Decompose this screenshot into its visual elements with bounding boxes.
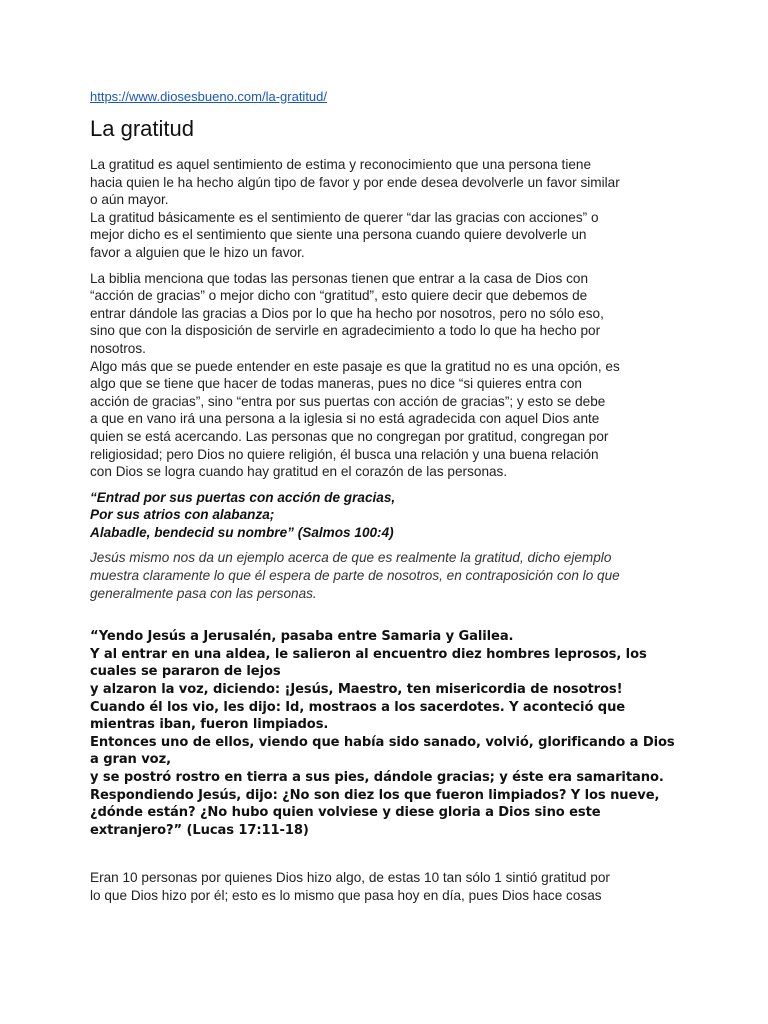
quote-line: “Entrad por sus puertas con acción de gracias,: [90, 489, 396, 505]
quote-line: Alabadle, bendecid su nombre” (Salmos 100:4): [90, 524, 394, 540]
text-line: con Dios se logra cuando hay gratitud en el corazón de las personas.: [90, 464, 508, 480]
quote-line: Y al entrar en una aldea, le salieron al encuentro diez hombres leprosos, los: [90, 646, 647, 662]
text-line: La gratitud básicamente es el sentimiento de querer “dar las gracias con acciones” o: [90, 209, 599, 225]
text-line: algo que se tiene que hacer de todas maneras, pues no dice “si quieres entra con: [90, 376, 582, 392]
quote-line: cuales se pararon de lejos: [90, 664, 281, 680]
text-line: a que en vano irá una persona a la iglesia si no está agradecida con aquel Dios ante: [90, 411, 600, 427]
source-link[interactable]: https://www.diosesbueno.com/la-gratitud/: [90, 89, 328, 104]
text-line: quien se está acercando. Las personas que no congregan por gratitud, congregan por: [90, 428, 609, 444]
quote-line: “Yendo Jesús a Jerusalén, pasaba entre Samaria y Galilea.: [90, 629, 514, 645]
page-title: La gratitud: [90, 116, 194, 141]
quote-line: Respondiendo Jesús, dijo: ¿No son diez los que fueron limpiados? Y los nueve,: [90, 787, 660, 803]
text-line: acción de gracias”, sino “entra por sus puertas con acción de gracias”; y esto se debe: [90, 393, 606, 409]
quote-line: mientras iban, fueron limpiados.: [90, 717, 329, 733]
quote-line: Entonces uno de ellos, viendo que había sido sanado, volvió, glorificando a Dios: [90, 734, 675, 750]
text-line: lo que Dios hizo por él; esto es lo mismo que pasa hoy en día, pues Dios hace cosas: [90, 887, 602, 903]
text-line: Algo más que se puede entender en este pasaje es que la gratitud no es una opción, es: [90, 358, 620, 374]
text-line: entrar dándole las gracias a Dios por lo que ha hecho por nosotros, pero no sólo eso,: [90, 305, 604, 321]
intro-paragraph: [90, 156, 690, 262]
quote-line: extranjero?” (Lucas 17:11-18): [90, 822, 309, 838]
quote-line: Cuando él los vio, les dijo: Id, mostraos a los sacerdotes. Y aconteció que: [90, 699, 626, 715]
text-line: o aún mayor.: [90, 192, 169, 208]
luke-quote: [90, 628, 690, 839]
quote-line: y alzaron la voz, diciendo: ¡Jesús, Maestro, ten misericordia de nosotros!: [90, 682, 623, 698]
document-page: [90, 88, 690, 905]
text-line: La gratitud es aquel sentimiento de estima y reconocimiento que una persona tiene: [90, 157, 592, 172]
quote-line: y se postró rostro en tierra a sus pies, dándole gracias; y éste era samaritano.: [90, 770, 664, 785]
text-line: sino que con la disposición de servirle en agradecimiento a todo lo que ha hecho por: [90, 323, 601, 339]
text-line: mejor dicho es el sentimiento que siente una persona cuando quiere devolverle un: [90, 227, 587, 243]
text-line: Eran 10 personas por quienes Dios hizo algo, de estas 10 tan sólo 1 sintió gratitud por: [90, 870, 610, 886]
text-line: Jesús mismo nos da un ejemplo acerca de que es realmente la gratitud, dicho ejemplo: [90, 550, 612, 566]
italic-note: [90, 549, 690, 602]
psalm-quote: [90, 489, 690, 542]
text-line: favor a alguien que le hizo un favor.: [90, 244, 305, 260]
quote-line: ¿dónde están? ¿No hubo quien volviese y diese gloria a Dios sino este: [90, 805, 601, 821]
text-line: muestra claramente lo que él espera de parte de nosotros, en contraposición con lo que: [90, 568, 620, 584]
quote-line: Por sus atrios con alabanza;: [90, 507, 275, 523]
text-line: religiosidad; pero Dios no quiere religión, él busca una relación y una buena relación: [90, 446, 599, 462]
text-line: La biblia menciona que todas las personas tienen que entrar a la casa de Dios con: [90, 270, 589, 286]
body-paragraph: [90, 270, 690, 481]
text-line: generalmente pasa con las personas.: [90, 585, 317, 601]
quote-line: a gran voz,: [90, 752, 171, 768]
text-line: hacia quien le ha hecho algún tipo de favor y por ende desea devolverle un favor similar: [90, 174, 620, 190]
text-line: “acción de gracias” o mejor dicho con “gratitud”, esto quiere decir que debemos de: [90, 288, 588, 304]
text-line: nosotros.: [90, 340, 146, 356]
closing-paragraph: [90, 869, 690, 904]
